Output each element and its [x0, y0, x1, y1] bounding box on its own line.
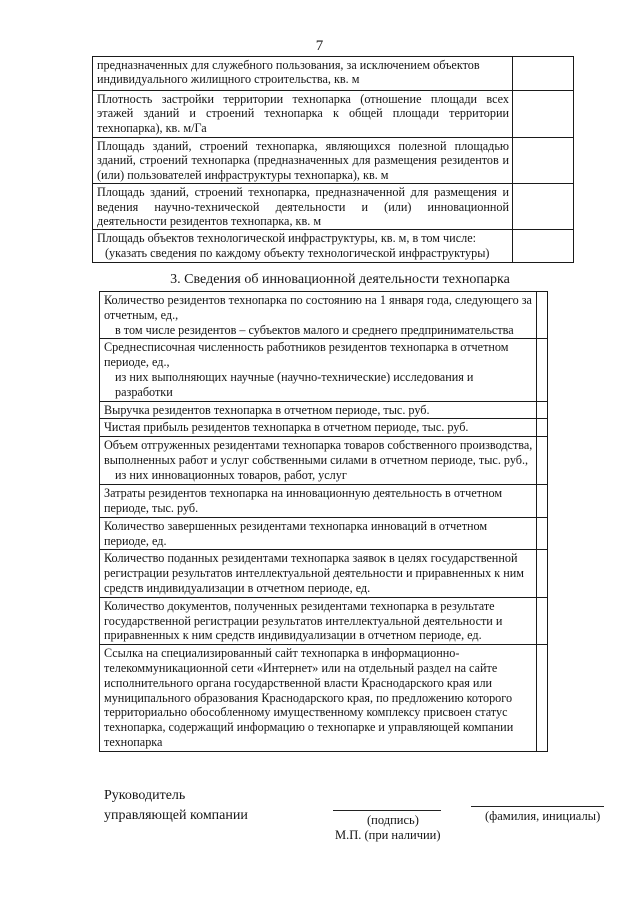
row-value-cell[interactable] [537, 437, 548, 485]
row-label: Ссылка на специализированный сайт технопарка в информационно-телекоммуникационной сети «Интернет» или на отдельный раздел на сайте исполнительного органа государственной власти Краснодарского края или муниципального образования Краснодарского края, по предложению которого территориально обособленному имущественному комплексу присвоен статус технопарка, содержащий информацию о технопарке и управляющей компании технопарка [100, 645, 537, 752]
signatory-role [104, 786, 248, 826]
row-label: Количество поданных резидентами технопарка заявок в целях государственной регистрации результатов интеллектуальной деятельности и приравненных к ним средств индивидуализации в отчетном периоде, ед. [100, 550, 537, 597]
table-row [100, 339, 548, 401]
row-label: Затраты резидентов технопарка на инновационную деятельность в отчетном периоде, тыс. руб. [100, 485, 537, 518]
table-row [100, 292, 548, 339]
innovation-activity-table [99, 291, 548, 752]
table-row [100, 485, 548, 518]
section-title: 3. Сведения об инновационной деятельности технопарка [170, 272, 510, 287]
row-value-cell[interactable] [537, 401, 548, 419]
signature-caption: (подпись) [367, 813, 419, 827]
row-label: Плотность застройки территории технопарка (отношение площади всех этажей зданий и строений технопарка к общей площади территории технопарка), кв. м/Га [93, 91, 513, 138]
row-label: Количество завершенных резидентами технопарка инноваций в отчетном периоде, ед. [100, 517, 537, 550]
name-line[interactable] [471, 806, 604, 807]
row-label-cell [93, 230, 513, 263]
signature-line[interactable] [333, 810, 441, 811]
row-sublabel: из них выполняющих научные (научно-технические) исследования и разработки [115, 369, 474, 399]
row-label: Количество документов, полученных резидентами технопарка в результате государственной регистрации результатов интеллектуальной деятельности и приравненных к ним средств индивидуализации в отчетном периоде, ед. [100, 597, 537, 644]
table-row [100, 550, 548, 597]
role-line-2: управляющей компании [104, 808, 248, 823]
row-label: предназначенных для служебного пользования, за исключением объектов индивидуального жилищного строительства, кв. м [93, 57, 513, 91]
row-label: Площадь зданий, строений технопарка, являющихся полезной площадью зданий, строений технопарка (предназначенных для размещения резидентов и (или) пользователей инфраструктуры технопарка), кв. м [93, 138, 513, 184]
row-sublabel: из них инновационных товаров, работ, услуг [115, 467, 347, 482]
table-row [93, 230, 574, 263]
row-value-cell[interactable] [513, 57, 574, 91]
row-value-cell[interactable] [537, 339, 548, 401]
row-value-cell[interactable] [537, 419, 548, 437]
name-caption: (фамилия, инициалы) [485, 809, 601, 823]
table-row [93, 57, 574, 91]
role-line-1: Руководитель [104, 788, 186, 803]
table-row [93, 91, 574, 138]
stamp-caption: М.П. (при наличии) [335, 828, 441, 842]
row-value-cell[interactable] [537, 292, 548, 339]
row-label: Среднесписочная численность работников резидентов технопарка в отчетном периоде, ед., [104, 340, 509, 370]
row-value-cell[interactable] [513, 91, 574, 138]
table-row [100, 597, 548, 644]
row-value-cell[interactable] [513, 230, 574, 263]
table-row [100, 419, 548, 437]
row-value-cell[interactable] [537, 485, 548, 518]
row-label-cell [100, 437, 537, 485]
table-row [100, 517, 548, 550]
row-label: Чистая прибыль резидентов технопарка в отчетном периоде, тыс. руб. [100, 419, 537, 437]
row-label-cell [100, 292, 537, 339]
table-row [100, 437, 548, 485]
infrastructure-table [92, 56, 574, 263]
row-label: Объем отгруженных резидентами технопарка товаров собственного производства, выполненных работ и услуг собственными силами в отчетном периоде, тыс. руб., [104, 438, 533, 467]
row-value-cell[interactable] [513, 184, 574, 230]
row-sublabel: в том числе резидентов – субъектов малого и среднего предпринимательства [115, 322, 514, 337]
row-value-cell[interactable] [537, 597, 548, 644]
row-sublabel: (указать сведения по каждому объекту технологической инфраструктуры) [105, 245, 490, 260]
row-label: Выручка резидентов технопарка в отчетном периоде, тыс. руб. [100, 401, 537, 419]
row-value-cell[interactable] [513, 138, 574, 184]
row-label: Количество резидентов технопарка по состоянию на 1 января года, следующего за отчетным, ед., [104, 293, 532, 322]
row-label: Площадь зданий, строений технопарка, предназначенной для размещения и ведения научно-технической деятельности и (или) инновационной деятельности резидентов технопарка, кв. м [93, 184, 513, 230]
row-value-cell[interactable] [537, 550, 548, 597]
table-row [93, 184, 574, 230]
row-value-cell[interactable] [537, 645, 548, 752]
table-row [100, 401, 548, 419]
row-label: Площадь объектов технологической инфраструктуры, кв. м, в том числе: [97, 231, 476, 246]
row-value-cell[interactable] [537, 517, 548, 550]
table-row [100, 645, 548, 752]
page-number: 7 [315, 38, 324, 54]
row-label-cell [100, 339, 537, 401]
table-row [93, 138, 574, 184]
